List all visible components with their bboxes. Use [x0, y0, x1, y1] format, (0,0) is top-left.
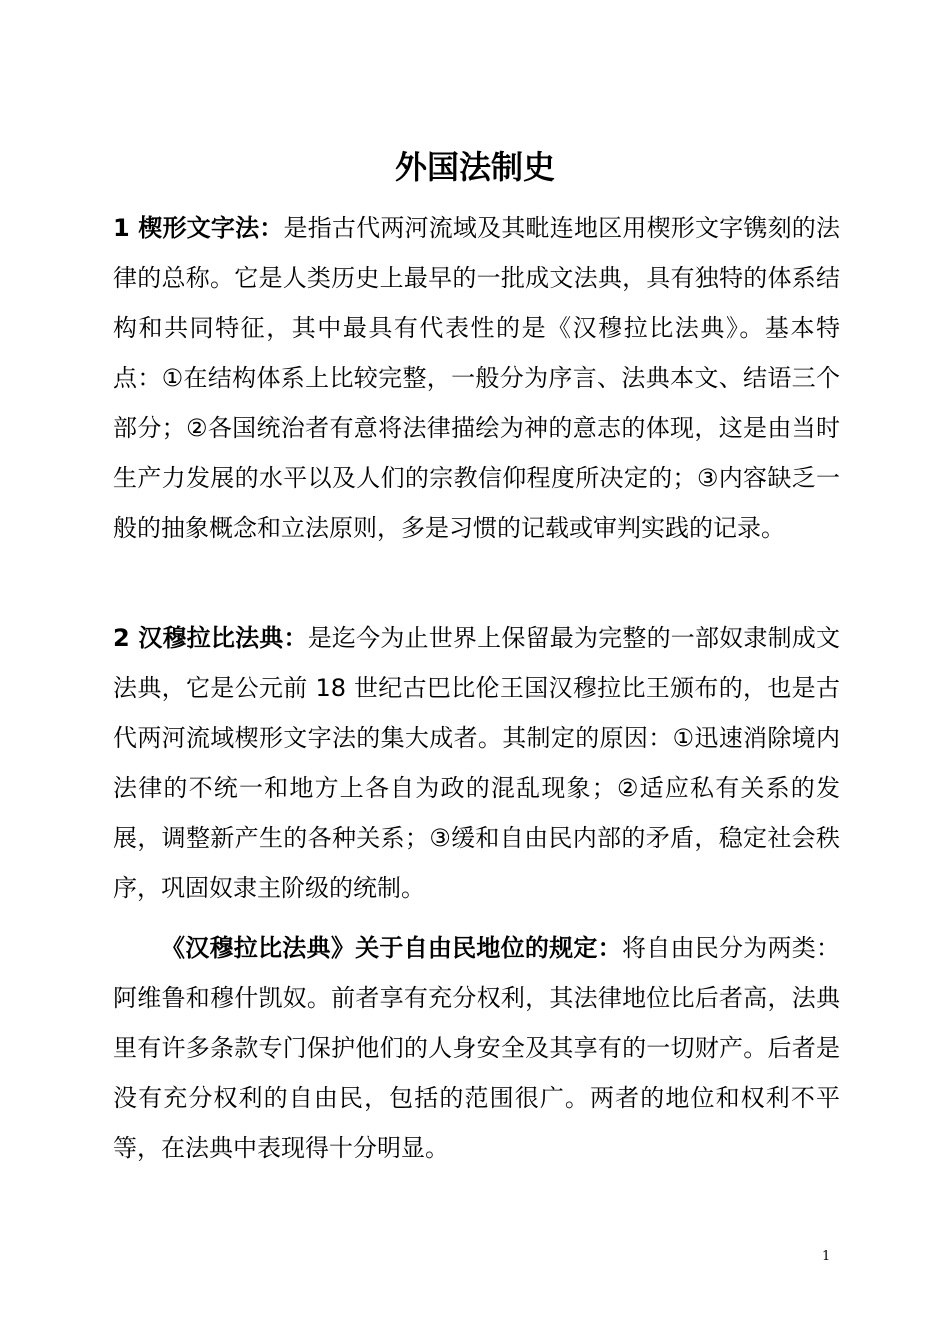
definition-cuneiform-law: 是指古代两河流域及其毗连地区用楔形文字镌刻的法律的总称。它是人类历史上最早的一批成文法典，具有独特的体系结构和共同特征，其中最具有代表性的是《汉穆拉比法典》。基本特点：①在结构体系上比较完整，一般分为序言、法典本文、结语三个部分；②各国统治者有意将法律描绘为神的意志的体现，这是由当时生产力发展的水平以及人们的宗教信仰程度所决定的；③内容缺乏一般的抽象概念和立法原则，多是习惯的记载或审判实践的记录。 [113, 214, 841, 542]
page-title: 外国法制史 [394, 148, 555, 187]
definition-free-citizen-status: 将自由民分为两类：阿维鲁和穆什凯奴。前者享有充分权利，其法律地位比后者高，法典里有许多条款专门保护他们的人身安全及其享有的一切财产。后者是没有充分权利的自由民，包括的范围很广。两者的地位和权利不平等，在法典中表现得十分明显。 [113, 934, 841, 1162]
definition-code-of-hammurabi: 是迄今为止世界上保留最为完整的一部奴隶制成文法典，它是公元前 18 世纪古巴比伦王国汉穆拉比王颁布的，也是古代两河流域楔形文字法的集大成者。其制定的原因：①迅速消除境内法律的不统一和地方上各自为政的混乱现象；②适应私有关系的发展，调整新产生的各种关系；③缓和自由民内部的矛盾，稳定社会秩序，巩固奴隶主阶级的统制。 [113, 624, 841, 902]
paragraph-free-citizen-status [113, 923, 840, 1173]
term-cuneiform-law: 1 楔形文字法： [113, 214, 284, 242]
term-code-of-hammurabi: 2 汉穆拉比法典： [113, 624, 308, 652]
page-number: 1 [822, 1249, 831, 1264]
paragraph-code-of-hammurabi [113, 613, 840, 913]
term-free-citizen-status: 《汉穆拉比法典》关于自由民地位的规定： [161, 934, 622, 962]
paragraph-cuneiform-law [113, 203, 840, 553]
